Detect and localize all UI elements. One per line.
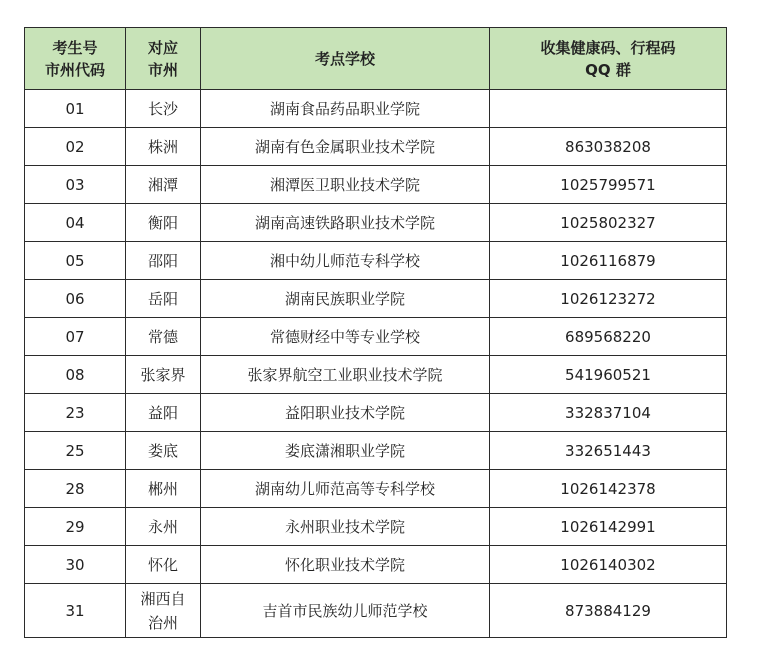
cell-qq: 863038208 [490, 128, 727, 166]
header-qq-line1: 收集健康码、行程码 [540, 38, 676, 57]
table-row [25, 128, 727, 166]
cell-city: 常德 [126, 318, 201, 356]
table-row [25, 318, 727, 356]
table-row [25, 546, 727, 584]
header-qq-line2: QQ 群 [585, 60, 631, 79]
cell-city: 张家界 [126, 356, 201, 394]
cell-qq: 332837104 [490, 394, 727, 432]
cell-city: 郴州 [126, 470, 201, 508]
cell-city: 怀化 [126, 546, 201, 584]
table-row [25, 432, 727, 470]
table-row [25, 508, 727, 546]
cell-city: 长沙 [126, 90, 201, 128]
cell-qq: 1025802327 [490, 204, 727, 242]
cell-code: 03 [25, 166, 126, 204]
cell-school: 湖南民族职业学院 [201, 280, 490, 318]
cell-code: 25 [25, 432, 126, 470]
cell-code: 23 [25, 394, 126, 432]
cell-school: 娄底潇湘职业学院 [201, 432, 490, 470]
cell-code: 31 [25, 584, 126, 638]
cell-school: 湖南有色金属职业技术学院 [201, 128, 490, 166]
cell-city: 永州 [126, 508, 201, 546]
cell-code: 04 [25, 204, 126, 242]
cell-code: 29 [25, 508, 126, 546]
cell-code: 28 [25, 470, 126, 508]
cell-school: 湘中幼儿师范专科学校 [201, 242, 490, 280]
cell-qq: 873884129 [490, 584, 727, 638]
header-city [126, 28, 201, 90]
exam-site-table [24, 27, 727, 638]
cell-qq: 1026142991 [490, 508, 727, 546]
cell-city: 湘潭 [126, 166, 201, 204]
cell-qq: 1026142378 [490, 470, 727, 508]
cell-school: 永州职业技术学院 [201, 508, 490, 546]
header-qq [490, 28, 727, 90]
cell-school: 湘潭医卫职业技术学院 [201, 166, 490, 204]
cell-code: 02 [25, 128, 126, 166]
cell-school: 吉首市民族幼儿师范学校 [201, 584, 490, 638]
header-school [201, 28, 490, 90]
header-code-line1: 考生号 [52, 38, 98, 57]
cell-school: 湖南食品药品职业学院 [201, 90, 490, 128]
header-city-line2: 市州 [147, 60, 178, 79]
cell-city: 衡阳 [126, 204, 201, 242]
cell-qq [490, 90, 727, 128]
table-row [25, 470, 727, 508]
cell-city: 岳阳 [126, 280, 201, 318]
table-row [25, 166, 727, 204]
cell-school: 张家界航空工业职业技术学院 [201, 356, 490, 394]
cell-city: 株洲 [126, 128, 201, 166]
table-row [25, 356, 727, 394]
cell-school: 怀化职业技术学院 [201, 546, 490, 584]
cell-code: 06 [25, 280, 126, 318]
cell-code: 01 [25, 90, 126, 128]
cell-qq: 541960521 [490, 356, 727, 394]
header-code-line2: 市州代码 [44, 60, 105, 79]
table-row [25, 584, 727, 638]
table-row [25, 90, 727, 128]
header-city-line1: 对应 [147, 38, 178, 57]
table-row [25, 242, 727, 280]
table-row [25, 394, 727, 432]
cell-qq: 1026123272 [490, 280, 727, 318]
cell-code: 30 [25, 546, 126, 584]
cell-qq: 1025799571 [490, 166, 727, 204]
cell-qq: 1026140302 [490, 546, 727, 584]
header-school-label: 考点学校 [314, 49, 375, 68]
header-code [25, 28, 126, 90]
cell-school: 湖南幼儿师范高等专科学校 [201, 470, 490, 508]
table-header-row [25, 28, 727, 90]
cell-qq: 689568220 [490, 318, 727, 356]
cell-city-text: 湘西自治州 [140, 589, 186, 632]
cell-code: 05 [25, 242, 126, 280]
cell-code: 08 [25, 356, 126, 394]
cell-qq: 1026116879 [490, 242, 727, 280]
table-row [25, 280, 727, 318]
cell-city: 娄底 [126, 432, 201, 470]
cell-school: 湖南高速铁路职业技术学院 [201, 204, 490, 242]
cell-code: 07 [25, 318, 126, 356]
table-row [25, 204, 727, 242]
cell-qq: 332651443 [490, 432, 727, 470]
cell-city [126, 584, 201, 638]
cell-school: 常德财经中等专业学校 [201, 318, 490, 356]
cell-city: 邵阳 [126, 242, 201, 280]
cell-school: 益阳职业技术学院 [201, 394, 490, 432]
cell-city: 益阳 [126, 394, 201, 432]
